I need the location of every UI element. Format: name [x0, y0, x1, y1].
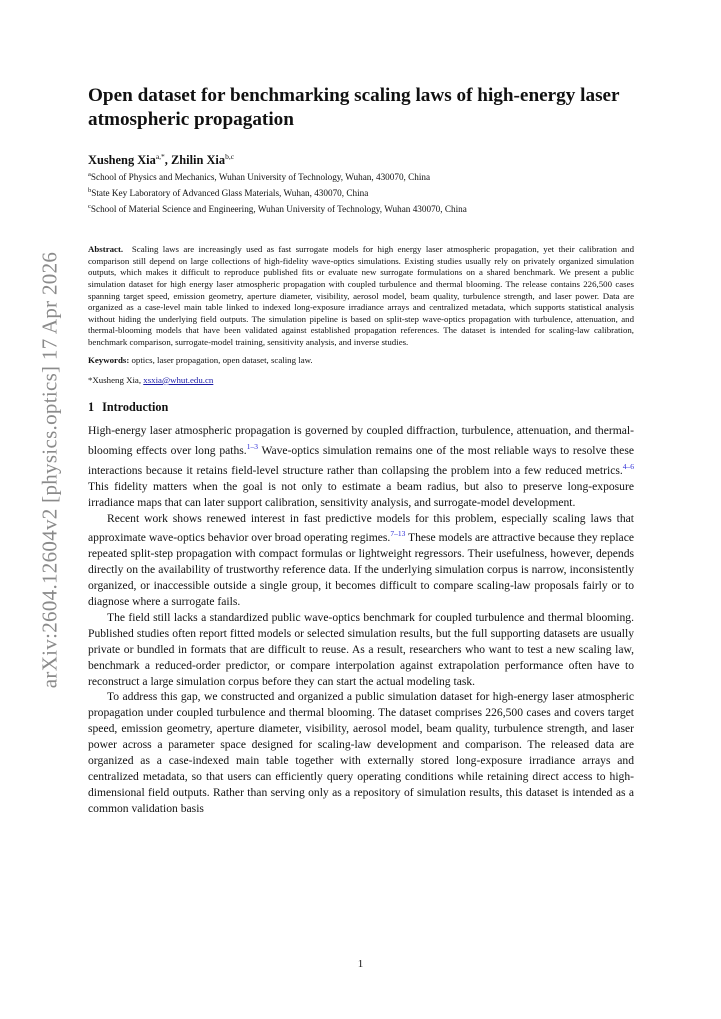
section-heading: [88, 399, 634, 415]
email-link[interactable]: xsxia@whut.edu.cn: [143, 374, 214, 385]
corresponding-author: [88, 375, 634, 387]
affiliation-text: School of Material Science and Engineering, Wuhan University of Technology, Wuhan 430070, China: [90, 204, 467, 215]
page-number: 1: [357, 958, 364, 970]
section-title: Introduction: [102, 400, 169, 415]
paragraph: [88, 610, 634, 690]
affiliation-mark: a: [88, 171, 91, 179]
citation-link[interactable]: 7–13: [390, 529, 406, 539]
abstract-label: Abstract.: [88, 244, 124, 255]
paragraph-text: Wave-optics simulation remains one of the most reliable ways to resolve these interactions because it retains field-level structure rather than collapsing the problem into a few reduced metrics.: [88, 444, 634, 477]
paper-page: [88, 84, 634, 817]
paragraph: [88, 689, 634, 816]
paper-title: Open dataset for benchmarking scaling laws of high-energy laser atmospheric propagation: [88, 85, 620, 130]
affiliation-text: State Key Laboratory of Advanced Glass Materials, Wuhan, 430070, China: [91, 188, 369, 199]
affiliation-list: [88, 168, 634, 216]
affiliation-text: School of Physics and Mechanics, Wuhan University of Technology, Wuhan, 430070, China: [90, 172, 431, 183]
keywords-label: Keywords:: [88, 355, 130, 366]
citation-link[interactable]: 1–3: [246, 442, 258, 452]
paragraph-text: This fidelity matters when the goal is not only to estimate a beam radius, but also to preserve long-exposure irradiance maps that can later support calibration, sensitivity analysis, and surrogate-model development.: [88, 479, 634, 509]
paragraph-text: These models are attractive because they replace repeated split-step propagation with compact formulas or lightweight regressors. Their usefulness, however, depends directly on the availability of trustworthy reference data. If the underlying simulation corpus is narrow, inconsistently organized, or inaccessible outside a single group, it becomes difficult to compare scaling-law proposals fairly or to diagnose where a surrogate fails.: [88, 531, 634, 608]
author-name: Zhilin Xia: [171, 153, 226, 168]
affiliation-mark: b: [88, 187, 92, 195]
citation-link[interactable]: 4–6: [622, 462, 634, 471]
author-affiliation-mark: a,*: [155, 152, 165, 161]
paragraph-text: The field still lacks a standardized public wave-optics benchmark for coupled turbulence and thermal blooming. Published studies often report fitted models or selected simulation results, but the full supporting datasets are usually private or bundled in formats that are difficult to reuse. As a result, researchers who want to test a new scaling law, benchmark a reduced-order predictor, or compare interpolation against extrapolation performance often have to reconstruct a large simulation corpus before they can start the actual modeling task.: [88, 610, 634, 688]
paragraph-text: High-energy laser atmospheric propagation is governed by coupled diffraction, turbulence, attenuation, and thermal-blooming effects over long paths.: [88, 424, 634, 458]
paragraph: [88, 423, 634, 510]
arxiv-identifier-stamp: arXiv:2604.12604v2 [physics.optics] 17 Apr 2026: [37, 251, 62, 689]
section-number: 1: [88, 400, 95, 415]
abstract: [88, 244, 634, 348]
corresponding-author-name: *Xusheng Xia,: [88, 374, 142, 385]
body-text: [88, 423, 634, 816]
affiliation: [88, 184, 634, 200]
paragraph-text: To address this gap, we constructed and organized a public simulation dataset for high-energy laser atmospheric propagation under coupled turbulence and thermal blooming. The dataset comprises 226,500 cases and covers target speed, emission geometry, aperture diameter, visibility, aerosol model, beam quality, turbulence strength, and laser power across a parameter space designed for scaling-law development and comparison. The released data are organized as a case-indexed main table together with externally stored long-exposure irradiance arrays and centralized metadata, so that users can efficiently query operating conditions while retaining direct access to high-dimensional field outputs. Rather than serving only as a repository of simulation results, this dataset is intended as a common validation basis: [88, 690, 634, 815]
author-name: Xusheng Xia: [88, 153, 156, 168]
affiliation: [88, 168, 634, 184]
author-affiliation-mark: b,c: [225, 152, 235, 161]
keywords-text: optics, laser propagation, open dataset, scaling law.: [131, 355, 313, 366]
abstract-text: Scaling laws are increasingly used as fast surrogate models for high energy laser atmospheric propagation, yet their calibration and comparison still depend on large collections of high-fidelity wave-optics simulations. Existing studies usually rely on privately organized simulation outputs, which makes it difficult to reproduce published fits or evaluate new surrogate formulations on a shared benchmark. We present a public simulation dataset for high energy laser atmospheric propagation with coupled turbulence and thermal blooming. The release contains 226,500 cases spanning target speed, emission geometry, aperture diameter, visibility, aerosol model, beam quality, turbulence strength, and laser power. Data are organized as a case-level main table linked to indexed long-exposure irradiance arrays and centralized metadata, which supports statistical analysis without hiding the underlying field outputs. The simulation pipeline is based on split-step wave-optics propagation with turbulence, attenuation, and thermal-blooming models that have been validated against established propagation references. The dataset is intended for scaling-law calibration, benchmark comparison, surrogate-model training, sensitivity analysis, and inverse studies.: [88, 244, 635, 347]
author-list: Xusheng Xia$^{a,*}$, Zhilin Xia$^{b,c}$: [88, 152, 235, 168]
paragraph: [88, 511, 634, 610]
affiliation: [88, 200, 634, 216]
keywords: [88, 355, 634, 367]
paragraph-text: Recent work shows renewed interest in fast predictive models for this problem, especially scaling laws that approximate wave-optics behavior over broad operating regimes.: [88, 511, 634, 545]
affiliation-mark: c: [88, 203, 91, 211]
